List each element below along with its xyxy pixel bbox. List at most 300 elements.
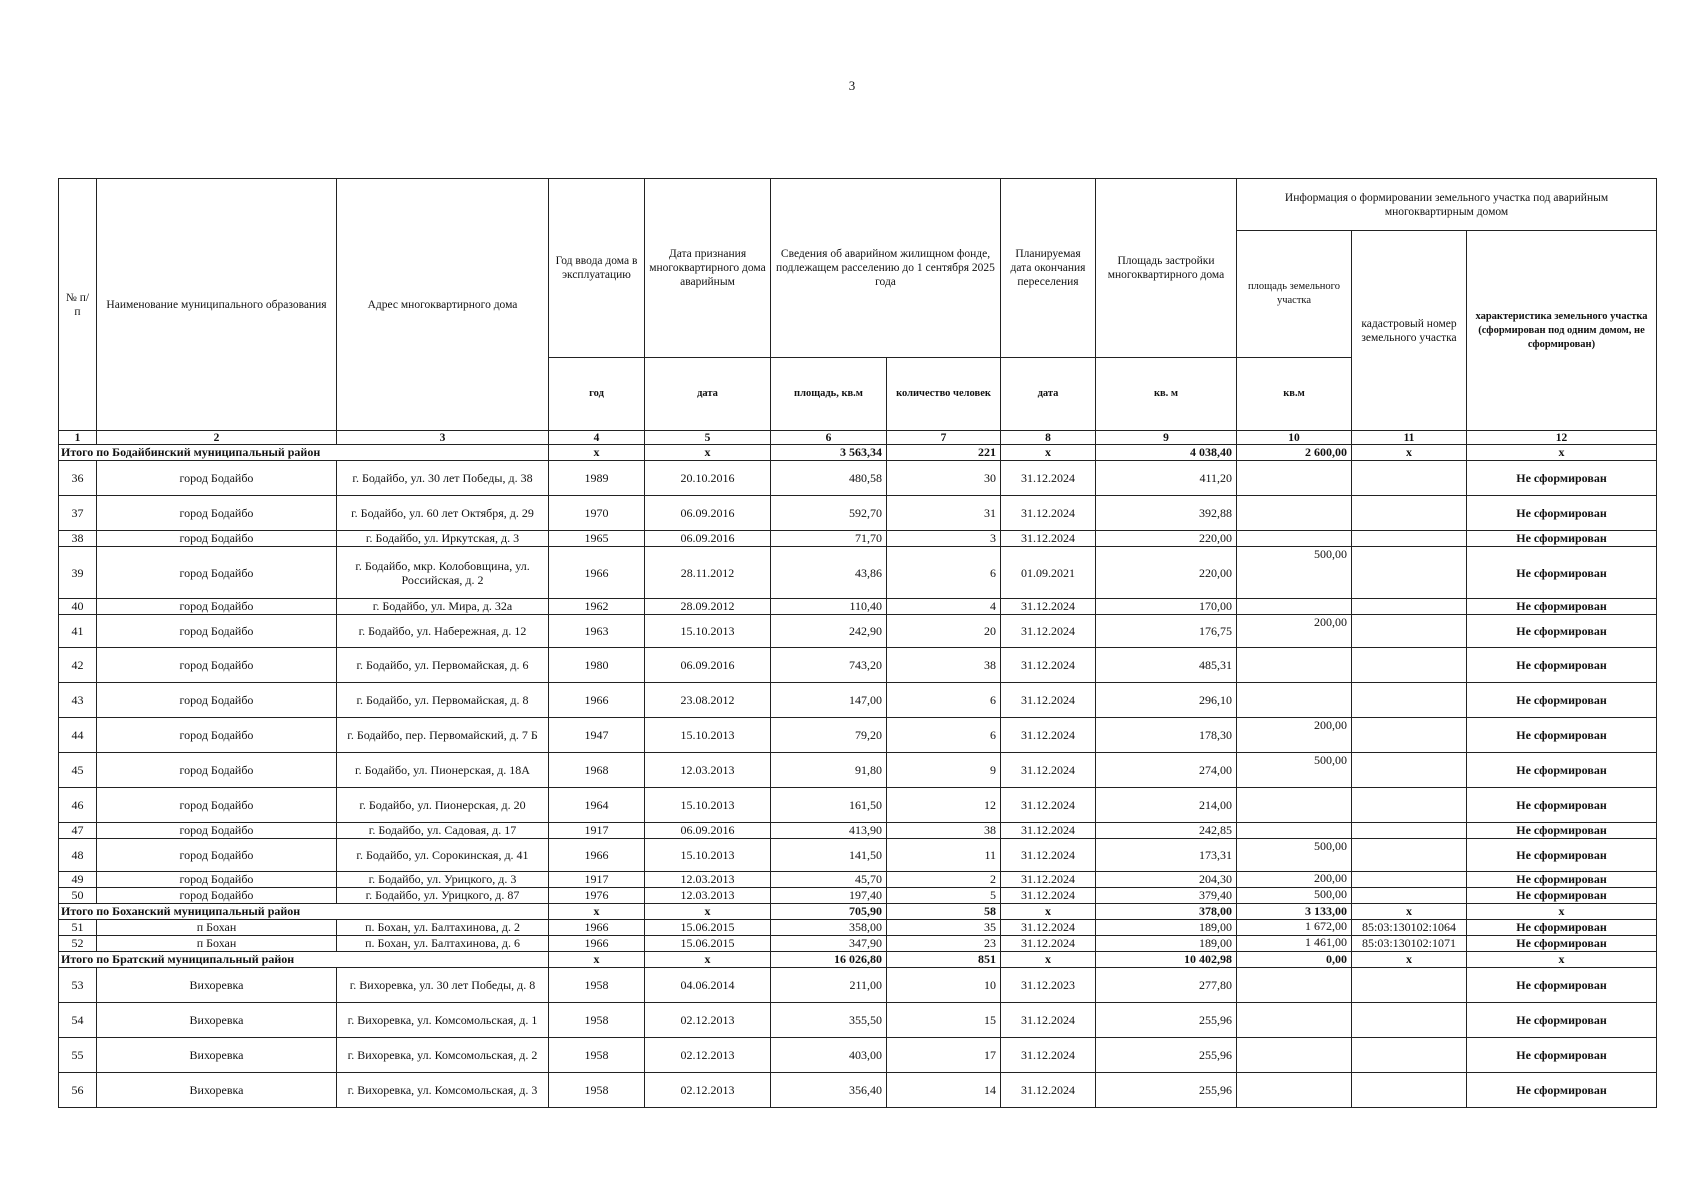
district-total-label: Итого по Братский муниципальный район	[59, 952, 549, 968]
emergency-area: 403,00	[771, 1038, 887, 1073]
people-count: 17	[887, 1038, 1001, 1073]
commission-year: 1966	[549, 936, 645, 952]
unit-kvm-build: кв. м	[1096, 358, 1237, 431]
planned-date: 31.12.2024	[1001, 936, 1096, 952]
land-area	[1237, 648, 1352, 683]
build-area: 255,96	[1096, 1003, 1237, 1038]
municipality-name: город Бодайбо	[97, 888, 337, 904]
recognition-date: 02.12.2013	[645, 1003, 771, 1038]
col-cadastral-header: кадастровый номер земельного участка	[1352, 231, 1467, 431]
row-number: 46	[59, 788, 97, 823]
total-year: x	[549, 904, 645, 920]
unit-people: количество человек	[887, 358, 1001, 431]
row-number: 44	[59, 718, 97, 753]
commission-year: 1976	[549, 888, 645, 904]
row-number: 54	[59, 1003, 97, 1038]
emergency-area: 356,40	[771, 1073, 887, 1108]
unit-kvm-land: кв.м	[1237, 358, 1352, 431]
build-area: 170,00	[1096, 599, 1237, 615]
recognition-date: 12.03.2013	[645, 753, 771, 788]
commission-year: 1958	[549, 1073, 645, 1108]
house-address: г. Вихоревка, ул. 30 лет Победы, д. 8	[337, 968, 549, 1003]
commission-year: 1963	[549, 615, 645, 648]
table-row	[59, 496, 1657, 531]
table-row	[59, 920, 1657, 936]
col-planned-header: Планируемая дата окончания переселения	[1001, 179, 1096, 358]
column-number: 11	[1352, 431, 1467, 445]
house-address: г. Бодайбо, ул. Первомайская, д. 6	[337, 648, 549, 683]
build-area: 485,31	[1096, 648, 1237, 683]
unit-date: дата	[645, 358, 771, 431]
commission-year: 1917	[549, 823, 645, 839]
land-area	[1237, 1073, 1352, 1108]
row-number: 50	[59, 888, 97, 904]
housing-table-sheet	[58, 178, 1656, 1108]
land-area: 200,00	[1237, 718, 1352, 753]
cadastral-number	[1352, 888, 1467, 904]
cadastral-number	[1352, 1003, 1467, 1038]
house-address: г. Вихоревка, ул. Комсомольская, д. 1	[337, 1003, 549, 1038]
emergency-area: 161,50	[771, 788, 887, 823]
row-number: 42	[59, 648, 97, 683]
cadastral-number	[1352, 1073, 1467, 1108]
house-address: г. Бодайбо, ул. 60 лет Октября, д. 29	[337, 496, 549, 531]
recognition-date: 04.06.2014	[645, 968, 771, 1003]
recognition-date: 06.09.2016	[645, 531, 771, 547]
column-number-row	[59, 431, 1657, 445]
col-recognition-header: Дата признания многоквартирного дома аварийным	[645, 179, 771, 358]
emergency-area: 71,70	[771, 531, 887, 547]
district-total-row	[59, 445, 1657, 461]
land-characteristic: Не сформирован	[1467, 1073, 1657, 1108]
people-count: 6	[887, 547, 1001, 599]
total-area: 16 026,80	[771, 952, 887, 968]
total-land-area: 3 133,00	[1237, 904, 1352, 920]
total-date: x	[645, 445, 771, 461]
col-land-info-header: Информация о формировании земельного участка под аварийным многоквартирным домом	[1237, 179, 1657, 231]
row-number: 37	[59, 496, 97, 531]
district-total-row	[59, 952, 1657, 968]
cadastral-number	[1352, 872, 1467, 888]
cadastral-number	[1352, 823, 1467, 839]
column-number: 12	[1467, 431, 1657, 445]
municipality-name: город Бодайбо	[97, 496, 337, 531]
house-address: п. Бохан, ул. Балтахинова, д. 2	[337, 920, 549, 936]
recognition-date: 15.10.2013	[645, 718, 771, 753]
municipality-name: город Бодайбо	[97, 547, 337, 599]
emergency-area: 43,86	[771, 547, 887, 599]
planned-date: 31.12.2024	[1001, 615, 1096, 648]
col-fund-header: Сведения об аварийном жилищном фонде, подлежащем расселению до 1 сентября 2025 года	[771, 179, 1001, 358]
land-characteristic: Не сформирован	[1467, 461, 1657, 496]
column-number: 2	[97, 431, 337, 445]
cadastral-number	[1352, 839, 1467, 872]
planned-date: 31.12.2024	[1001, 496, 1096, 531]
col-address-header: Адрес многоквартирного дома	[337, 179, 549, 431]
col-land-area-header: площадь земельного участка	[1237, 231, 1352, 358]
house-address: г. Бодайбо, ул. 30 лет Победы, д. 38	[337, 461, 549, 496]
total-year: x	[549, 445, 645, 461]
row-number: 38	[59, 531, 97, 547]
table-row	[59, 718, 1657, 753]
municipality-name: город Бодайбо	[97, 753, 337, 788]
people-count: 4	[887, 599, 1001, 615]
land-characteristic: Не сформирован	[1467, 648, 1657, 683]
build-area: 379,40	[1096, 888, 1237, 904]
municipality-name: город Бодайбо	[97, 648, 337, 683]
land-characteristic: Не сформирован	[1467, 888, 1657, 904]
cadastral-number	[1352, 1038, 1467, 1073]
row-number: 48	[59, 839, 97, 872]
planned-date: 31.12.2024	[1001, 1073, 1096, 1108]
total-date: x	[645, 952, 771, 968]
land-characteristic: Не сформирован	[1467, 920, 1657, 936]
table-row	[59, 968, 1657, 1003]
table-row	[59, 648, 1657, 683]
people-count: 38	[887, 823, 1001, 839]
people-count: 15	[887, 1003, 1001, 1038]
total-land-char: x	[1467, 952, 1657, 968]
build-area: 204,30	[1096, 872, 1237, 888]
land-characteristic: Не сформирован	[1467, 936, 1657, 952]
house-address: г. Бодайбо, пер. Первомайский, д. 7 Б	[337, 718, 549, 753]
total-build-area: 378,00	[1096, 904, 1237, 920]
house-address: г. Бодайбо, ул. Первомайская, д. 8	[337, 683, 549, 718]
people-count: 30	[887, 461, 1001, 496]
cadastral-number	[1352, 615, 1467, 648]
land-area: 1 461,00	[1237, 936, 1352, 952]
column-number: 8	[1001, 431, 1096, 445]
total-year: x	[549, 952, 645, 968]
cadastral-number	[1352, 788, 1467, 823]
emergency-housing-table	[58, 178, 1657, 1108]
people-count: 20	[887, 615, 1001, 648]
recognition-date: 02.12.2013	[645, 1038, 771, 1073]
table-row	[59, 1038, 1657, 1073]
district-total-row	[59, 904, 1657, 920]
land-area: 500,00	[1237, 839, 1352, 872]
commission-year: 1966	[549, 920, 645, 936]
land-area	[1237, 1038, 1352, 1073]
land-area	[1237, 968, 1352, 1003]
house-address: г. Вихоревка, ул. Комсомольская, д. 3	[337, 1073, 549, 1108]
municipality-name: город Бодайбо	[97, 788, 337, 823]
municipality-name: город Бодайбо	[97, 872, 337, 888]
col-municipality-header: Наименование муниципального образования	[97, 179, 337, 431]
emergency-area: 480,58	[771, 461, 887, 496]
total-people: 58	[887, 904, 1001, 920]
table-row	[59, 1003, 1657, 1038]
planned-date: 31.12.2024	[1001, 531, 1096, 547]
column-number: 4	[549, 431, 645, 445]
land-characteristic: Не сформирован	[1467, 1003, 1657, 1038]
row-number: 52	[59, 936, 97, 952]
emergency-area: 413,90	[771, 823, 887, 839]
people-count: 5	[887, 888, 1001, 904]
build-area: 277,80	[1096, 968, 1237, 1003]
total-land-char: x	[1467, 445, 1657, 461]
commission-year: 1980	[549, 648, 645, 683]
emergency-area: 592,70	[771, 496, 887, 531]
cadastral-number	[1352, 496, 1467, 531]
build-area: 242,85	[1096, 823, 1237, 839]
table-row	[59, 461, 1657, 496]
page-number: 3	[848, 78, 856, 93]
build-area: 178,30	[1096, 718, 1237, 753]
commission-year: 1966	[549, 547, 645, 599]
col-area-build-header: Площадь застройки многоквартирного дома	[1096, 179, 1237, 358]
row-number: 47	[59, 823, 97, 839]
table-row	[59, 872, 1657, 888]
col-year-header: Год ввода дома в эксплуатацию	[549, 179, 645, 358]
planned-date: 31.12.2024	[1001, 683, 1096, 718]
total-land-char: x	[1467, 904, 1657, 920]
house-address: г. Вихоревка, ул. Комсомольская, д. 2	[337, 1038, 549, 1073]
house-address: г. Бодайбо, ул. Пионерская, д. 20	[337, 788, 549, 823]
people-count: 12	[887, 788, 1001, 823]
build-area: 296,10	[1096, 683, 1237, 718]
table-row	[59, 888, 1657, 904]
recognition-date: 15.10.2013	[645, 788, 771, 823]
planned-date: 31.12.2024	[1001, 1003, 1096, 1038]
recognition-date: 02.12.2013	[645, 1073, 771, 1108]
land-area: 1 672,00	[1237, 920, 1352, 936]
municipality-name: город Бодайбо	[97, 599, 337, 615]
recognition-date: 12.03.2013	[645, 872, 771, 888]
recognition-date: 23.08.2012	[645, 683, 771, 718]
cadastral-number	[1352, 599, 1467, 615]
people-count: 6	[887, 683, 1001, 718]
land-area: 500,00	[1237, 547, 1352, 599]
recognition-date: 15.10.2013	[645, 839, 771, 872]
row-number: 36	[59, 461, 97, 496]
land-area: 500,00	[1237, 888, 1352, 904]
planned-date: 31.12.2024	[1001, 839, 1096, 872]
table-row	[59, 531, 1657, 547]
planned-date: 31.12.2024	[1001, 718, 1096, 753]
table-row	[59, 839, 1657, 872]
land-characteristic: Не сформирован	[1467, 872, 1657, 888]
table-row	[59, 936, 1657, 952]
build-area: 189,00	[1096, 936, 1237, 952]
people-count: 6	[887, 718, 1001, 753]
total-land-area: 0,00	[1237, 952, 1352, 968]
col-land-char-header: характеристика земельного участка (сформирован под одним домом, не сформирован)	[1467, 231, 1657, 431]
land-area: 200,00	[1237, 615, 1352, 648]
district-total-label: Итого по Боханский муниципальный район	[59, 904, 549, 920]
house-address: г. Бодайбо, ул. Пионерская, д. 18А	[337, 753, 549, 788]
emergency-area: 110,40	[771, 599, 887, 615]
commission-year: 1962	[549, 599, 645, 615]
recognition-date: 15.06.2015	[645, 920, 771, 936]
land-area	[1237, 599, 1352, 615]
commission-year: 1966	[549, 683, 645, 718]
total-planned: x	[1001, 445, 1096, 461]
emergency-area: 347,90	[771, 936, 887, 952]
total-cadastral: x	[1352, 445, 1467, 461]
recognition-date: 28.11.2012	[645, 547, 771, 599]
planned-date: 31.12.2023	[1001, 968, 1096, 1003]
people-count: 2	[887, 872, 1001, 888]
recognition-date: 06.09.2016	[645, 496, 771, 531]
row-number: 56	[59, 1073, 97, 1108]
people-count: 14	[887, 1073, 1001, 1108]
row-number: 53	[59, 968, 97, 1003]
people-count: 3	[887, 531, 1001, 547]
land-area	[1237, 461, 1352, 496]
planned-date: 31.12.2024	[1001, 888, 1096, 904]
table-row	[59, 823, 1657, 839]
land-characteristic: Не сформирован	[1467, 496, 1657, 531]
column-number: 3	[337, 431, 549, 445]
land-characteristic: Не сформирован	[1467, 823, 1657, 839]
unit-date-planned: дата	[1001, 358, 1096, 431]
land-characteristic: Не сформирован	[1467, 547, 1657, 599]
recognition-date: 20.10.2016	[645, 461, 771, 496]
commission-year: 1964	[549, 788, 645, 823]
build-area: 173,31	[1096, 839, 1237, 872]
land-area	[1237, 683, 1352, 718]
land-characteristic: Не сформирован	[1467, 683, 1657, 718]
people-count: 35	[887, 920, 1001, 936]
col-num-header: № п/п	[59, 179, 97, 431]
table-body	[59, 445, 1657, 1108]
land-area	[1237, 496, 1352, 531]
total-people: 851	[887, 952, 1001, 968]
emergency-area: 242,90	[771, 615, 887, 648]
recognition-date: 06.09.2016	[645, 648, 771, 683]
cadastral-number	[1352, 968, 1467, 1003]
land-area: 500,00	[1237, 753, 1352, 788]
commission-year: 1970	[549, 496, 645, 531]
land-characteristic: Не сформирован	[1467, 839, 1657, 872]
column-number: 10	[1237, 431, 1352, 445]
planned-date: 01.09.2021	[1001, 547, 1096, 599]
total-planned: x	[1001, 952, 1096, 968]
emergency-area: 91,80	[771, 753, 887, 788]
planned-date: 31.12.2024	[1001, 920, 1096, 936]
emergency-area: 79,20	[771, 718, 887, 753]
planned-date: 31.12.2024	[1001, 788, 1096, 823]
land-characteristic: Не сформирован	[1467, 753, 1657, 788]
cadastral-number	[1352, 547, 1467, 599]
build-area: 176,75	[1096, 615, 1237, 648]
table-header	[59, 179, 1657, 445]
cadastral-number	[1352, 648, 1467, 683]
land-area	[1237, 823, 1352, 839]
emergency-area: 197,40	[771, 888, 887, 904]
cadastral-number	[1352, 718, 1467, 753]
table-row	[59, 753, 1657, 788]
commission-year: 1958	[549, 1003, 645, 1038]
people-count: 9	[887, 753, 1001, 788]
land-area	[1237, 531, 1352, 547]
district-total-label: Итого по Бодайбинский муниципальный район	[59, 445, 549, 461]
planned-date: 31.12.2024	[1001, 461, 1096, 496]
row-number: 49	[59, 872, 97, 888]
total-land-area: 2 600,00	[1237, 445, 1352, 461]
emergency-area: 45,70	[771, 872, 887, 888]
total-people: 221	[887, 445, 1001, 461]
land-characteristic: Не сформирован	[1467, 718, 1657, 753]
total-area: 705,90	[771, 904, 887, 920]
emergency-area: 141,50	[771, 839, 887, 872]
house-address: г. Бодайбо, ул. Урицкого, д. 87	[337, 888, 549, 904]
house-address: г. Бодайбо, ул. Мира, д. 32а	[337, 599, 549, 615]
commission-year: 1968	[549, 753, 645, 788]
municipality-name: Вихоревка	[97, 1073, 337, 1108]
row-number: 43	[59, 683, 97, 718]
planned-date: 31.12.2024	[1001, 823, 1096, 839]
land-area: 200,00	[1237, 872, 1352, 888]
recognition-date: 15.06.2015	[645, 936, 771, 952]
total-cadastral: x	[1352, 904, 1467, 920]
row-number: 45	[59, 753, 97, 788]
emergency-area: 743,20	[771, 648, 887, 683]
municipality-name: город Бодайбо	[97, 615, 337, 648]
planned-date: 31.12.2024	[1001, 1038, 1096, 1073]
municipality-name: п Бохан	[97, 920, 337, 936]
municipality-name: город Бодайбо	[97, 683, 337, 718]
commission-year: 1966	[549, 839, 645, 872]
house-address: г. Бодайбо, ул. Набережная, д. 12	[337, 615, 549, 648]
commission-year: 1958	[549, 1038, 645, 1073]
land-characteristic: Не сформирован	[1467, 531, 1657, 547]
table-row	[59, 788, 1657, 823]
commission-year: 1989	[549, 461, 645, 496]
house-address: г. Бодайбо, ул. Садовая, д. 17	[337, 823, 549, 839]
build-area: 189,00	[1096, 920, 1237, 936]
commission-year: 1958	[549, 968, 645, 1003]
build-area: 255,96	[1096, 1073, 1237, 1108]
planned-date: 31.12.2024	[1001, 753, 1096, 788]
planned-date: 31.12.2024	[1001, 599, 1096, 615]
planned-date: 31.12.2024	[1001, 872, 1096, 888]
table-row	[59, 599, 1657, 615]
house-address: г. Бодайбо, ул. Урицкого, д. 3	[337, 872, 549, 888]
house-address: г. Бодайбо, ул. Сорокинская, д. 41	[337, 839, 549, 872]
people-count: 23	[887, 936, 1001, 952]
house-address: п. Бохан, ул. Балтахинова, д. 6	[337, 936, 549, 952]
row-number: 55	[59, 1038, 97, 1073]
column-number: 6	[771, 431, 887, 445]
cadastral-number	[1352, 461, 1467, 496]
municipality-name: город Бодайбо	[97, 461, 337, 496]
municipality-name: город Бодайбо	[97, 531, 337, 547]
municipality-name: город Бодайбо	[97, 839, 337, 872]
municipality-name: город Бодайбо	[97, 718, 337, 753]
land-characteristic: Не сформирован	[1467, 615, 1657, 648]
municipality-name: п Бохан	[97, 936, 337, 952]
recognition-date: 28.09.2012	[645, 599, 771, 615]
recognition-date: 12.03.2013	[645, 888, 771, 904]
row-number: 40	[59, 599, 97, 615]
total-date: x	[645, 904, 771, 920]
land-characteristic: Не сформирован	[1467, 788, 1657, 823]
table-row	[59, 1073, 1657, 1108]
recognition-date: 06.09.2016	[645, 823, 771, 839]
build-area: 220,00	[1096, 531, 1237, 547]
table-row	[59, 615, 1657, 648]
column-number: 1	[59, 431, 97, 445]
cadastral-number: 85:03:130102:1064	[1352, 920, 1467, 936]
people-count: 10	[887, 968, 1001, 1003]
table-row	[59, 683, 1657, 718]
house-address: г. Бодайбо, мкр. Колобовщина, ул. Российская, д. 2	[337, 547, 549, 599]
unit-year: год	[549, 358, 645, 431]
people-count: 31	[887, 496, 1001, 531]
row-number: 39	[59, 547, 97, 599]
